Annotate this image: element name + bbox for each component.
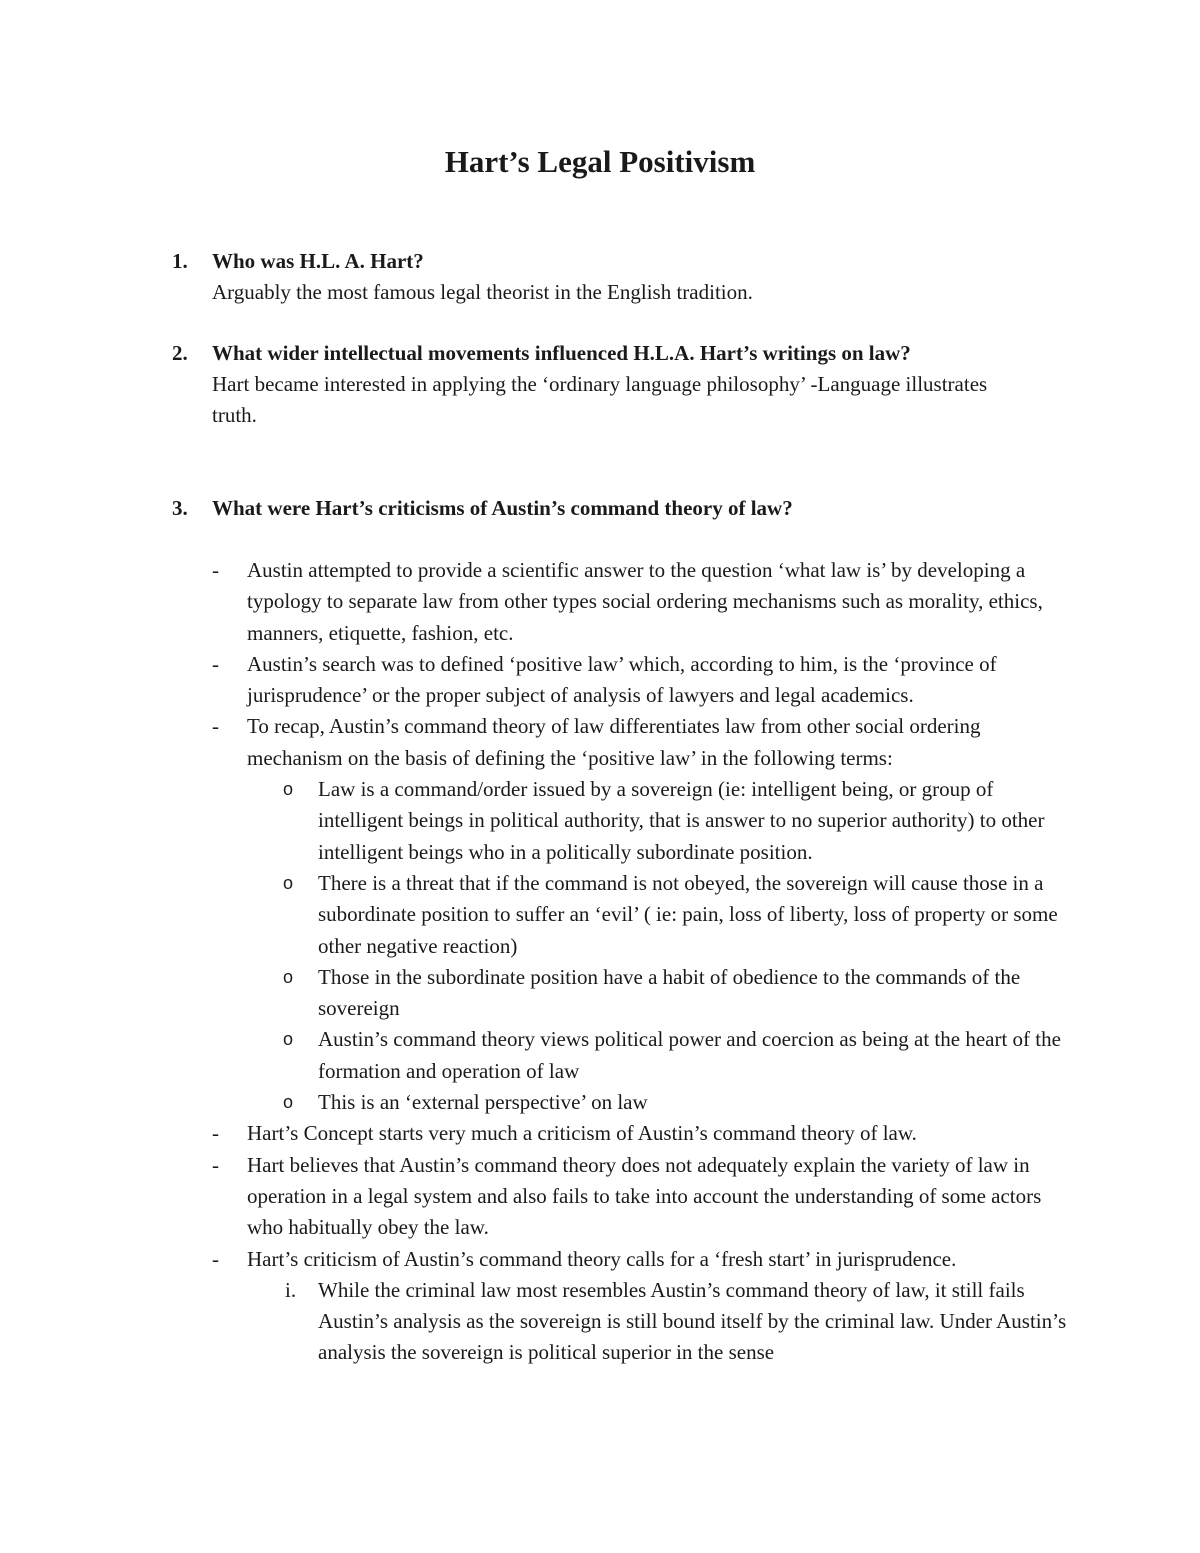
dash-marker: -	[212, 714, 219, 739]
dash-marker: -	[212, 651, 219, 676]
dash-marker: -	[212, 1152, 219, 1177]
list-item-text: This is an ‘external perspective’ on law	[318, 1090, 648, 1115]
circle-bullet-icon: o	[283, 872, 294, 893]
list-item	[205, 649, 1075, 712]
list-item	[205, 711, 1075, 774]
question-1	[172, 246, 1072, 308]
circle-bullet-icon: o	[283, 1029, 294, 1050]
sub-list-item	[205, 1024, 1075, 1087]
list-item	[205, 1150, 1075, 1244]
list-item-text: To recap, Austin’s command theory of law differentiates law from other social ordering mechanism on the basis of defining the ‘positive law’ in the following terms:	[247, 714, 981, 770]
list-item-text: There is a threat that if the command is not obeyed, the sovereign will cause those in a subordinate position to suffer an ‘evil’ ( ie: pain, loss of liberty, loss of property or some other negative reaction)	[318, 870, 1058, 958]
sub-list-item	[205, 962, 1075, 1025]
list-item-text: Hart’s criticism of Austin’s command theory calls for a ‘fresh start’ in jurisprudence.	[247, 1246, 957, 1271]
answer-text: Hart became interested in applying the ‘ordinary language philosophy’ -Language illustrates truth.	[212, 372, 988, 427]
question-number: 1.	[172, 249, 188, 273]
dash-marker: -	[212, 1246, 219, 1271]
list-item-text: Hart’s Concept starts very much a criticism of Austin’s command theory of law.	[247, 1121, 917, 1146]
question-3	[172, 493, 1072, 524]
list-item	[205, 1118, 1075, 1149]
question-text: What were Hart’s criticisms of Austin’s command theory of law?	[212, 496, 793, 520]
sub-list-item	[205, 868, 1075, 962]
circle-bullet-icon: o	[283, 779, 294, 800]
list-item	[205, 555, 1075, 649]
list-item-text: Those in the subordinate position have a habit of obedience to the commands of the sovereign	[318, 964, 1021, 1021]
question-number: 3.	[172, 496, 188, 520]
dash-marker: -	[212, 1121, 219, 1146]
sub-list-item	[205, 1275, 1075, 1369]
circle-bullet-icon: o	[283, 1092, 294, 1113]
answer-text: Arguably the most famous legal theorist in the English tradition.	[212, 280, 753, 304]
question-text: What wider intellectual movements influenced H.L.A. Hart’s writings on law?	[212, 341, 911, 365]
question-number: 2.	[172, 341, 188, 365]
list-item	[205, 1244, 1075, 1275]
question-text: Who was H.L. A. Hart?	[212, 249, 424, 273]
sub-list-item	[205, 774, 1075, 868]
list-item-text: Austin’s command theory views political power and coercion as being at the heart of the formation and operation of law	[318, 1027, 1061, 1083]
list-item-text: Law is a command/order issued by a sovereign (ie: intelligent being, or group of intelligent beings in political authority, that is answer to no superior authority) to other intelligent beings who in a politically subordinate position.	[318, 777, 1045, 864]
bullet-list	[205, 555, 1075, 1369]
list-item-text: Austin’s search was to defined ‘positive law’ which, according to him, is the ‘province of jurisprudence’ or the proper subject of analysis of lawyers and legal academics.	[247, 651, 997, 708]
roman-numeral-marker: i.	[285, 1277, 297, 1302]
list-item-text: Hart believes that Austin’s command theory does not adequately explain the variety of law in operation in a legal system and also fails to take into account the understanding of some actors who habitually obey the law.	[247, 1152, 1042, 1240]
document-title: Hart’s Legal Positivism	[444, 144, 756, 179]
dash-marker: -	[212, 558, 219, 582]
circle-bullet-icon: o	[283, 966, 294, 987]
list-item-text: While the criminal law most resembles Austin’s command theory of law, it still fails Austin’s analysis as the sovereign is still bound itself by the criminal law. Under Austin’s analysis the sovereign is political superior in the sense	[318, 1277, 1067, 1365]
list-item-text: Austin attempted to provide a scientific answer to the question ‘what law is’ by developing a typology to separate law from other types social ordering mechanisms such as morality, ethics, manners, etiquette, fashion, etc.	[247, 558, 1043, 645]
sub-list-item	[205, 1087, 1075, 1118]
question-2	[172, 338, 1072, 431]
